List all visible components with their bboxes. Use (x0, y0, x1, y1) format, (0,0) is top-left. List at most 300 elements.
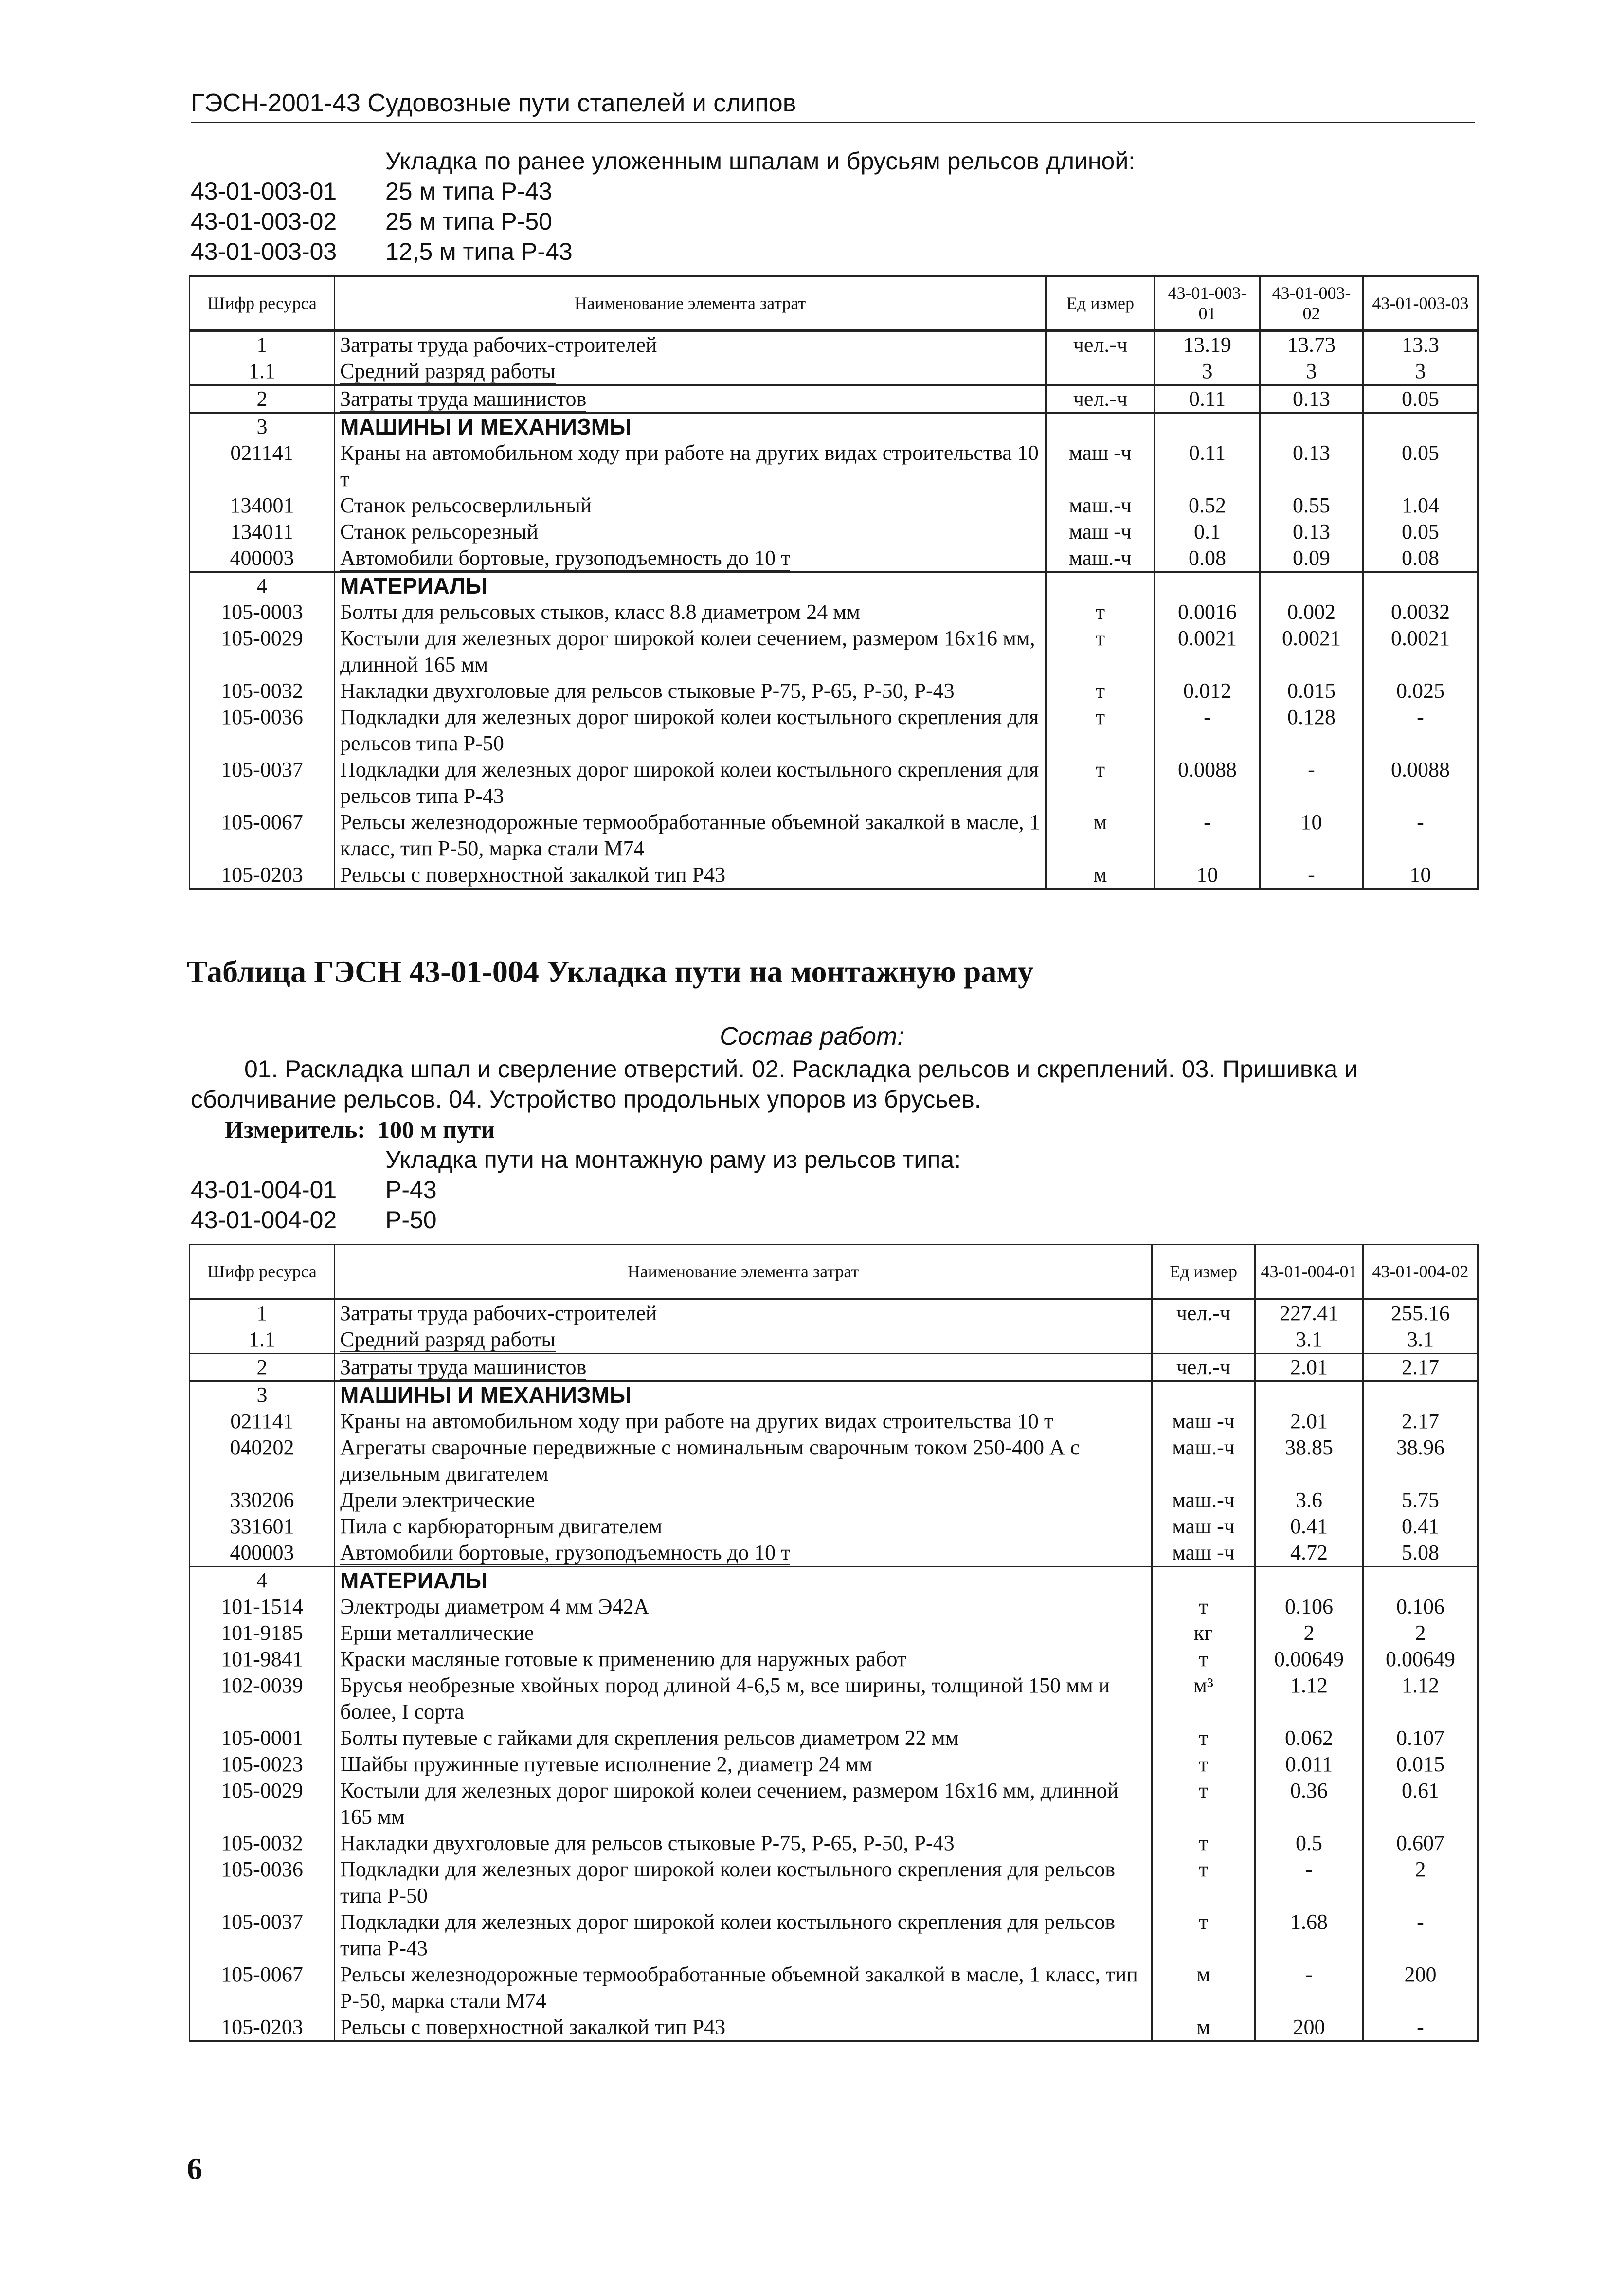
cell-value-2: - (1260, 757, 1363, 809)
cell-value-1: - (1155, 809, 1260, 862)
cell-unit (1152, 1381, 1255, 1409)
cell-name-text: МАТЕРИАЛЫ (340, 1568, 487, 1593)
cell-name (335, 1326, 1152, 1354)
cell-value-2: 0.607 (1363, 1830, 1478, 1856)
cell-name-text: Подкладки для железных дорог широкой колеи костыльного скрепления для рельсов типа Р-50 (340, 705, 1039, 755)
cell-name-text: Станок рельсосверлильный (340, 493, 592, 517)
cell-unit: маш -ч (1152, 1408, 1255, 1435)
cell-name-text: Пила с карбюраторным двигателем (340, 1514, 663, 1538)
table-row (190, 1725, 1478, 1751)
cell-value-1: 2.01 (1255, 1354, 1363, 1381)
cell-name-text: МАТЕРИАЛЫ (340, 573, 487, 599)
cell-unit: маш.-ч (1152, 1487, 1255, 1513)
cell-unit: чел.-ч (1152, 1299, 1255, 1327)
cell-value-2: - (1363, 2014, 1478, 2041)
cell-value-1: 3.1 (1255, 1326, 1363, 1354)
cell-code: 3 (190, 413, 335, 440)
cell-code: 4 (190, 572, 335, 599)
cell-value-1: 0.0021 (1155, 625, 1260, 678)
cell-unit: т (1046, 757, 1155, 809)
cell-value-2: 0.128 (1260, 704, 1363, 757)
cell-value-3: 0.05 (1363, 385, 1478, 413)
cell-value-2: 0.015 (1260, 678, 1363, 704)
cell-value-2: 5.08 (1363, 1540, 1478, 1567)
header-col3: 43-01-003-03 (1363, 276, 1478, 331)
cell-unit: чел.-ч (1046, 385, 1155, 413)
cell-value-1: 0.062 (1255, 1725, 1363, 1751)
cell-value-2: 5.75 (1363, 1487, 1478, 1513)
cell-value-1: 3 (1155, 358, 1260, 385)
cell-unit: м (1152, 1961, 1255, 2014)
cell-value-1: 2 (1255, 1620, 1363, 1646)
cell-unit: т (1152, 1646, 1255, 1672)
cell-value-3: 0.0032 (1363, 599, 1478, 625)
table-row (190, 1513, 1478, 1540)
cell-code: 105-0029 (190, 1778, 335, 1830)
cell-name-text: МАШИНЫ И МЕХАНИЗМЫ (340, 414, 632, 439)
cell-name-text: Подкладки для железных дорог широкой колеи костыльного скрепления для рельсов типа Р-50 (340, 1857, 1115, 1907)
cell-value-2: 0.09 (1260, 545, 1363, 572)
cell-unit (1152, 1326, 1255, 1354)
cell-code: 105-0036 (190, 704, 335, 757)
cell-name (335, 331, 1046, 359)
cell-code: 105-0029 (190, 625, 335, 678)
table-row (190, 599, 1478, 625)
variant-code: 43-01-003-01 (191, 178, 337, 205)
cell-value-2: 0.61 (1363, 1778, 1478, 1830)
cell-name-text: Затраты труда машинистов (340, 1355, 587, 1379)
cell-value-1: 0.1 (1155, 519, 1260, 545)
cell-name (335, 757, 1046, 809)
table-row (190, 1620, 1478, 1646)
cell-unit: т (1046, 625, 1155, 678)
cell-unit (1046, 413, 1155, 440)
section2-variant (191, 1205, 961, 1235)
cell-unit: т (1152, 1594, 1255, 1620)
cell-code: 105-0037 (190, 757, 335, 809)
cell-value-2: 0.015 (1363, 1751, 1478, 1778)
cell-code: 102-0039 (190, 1672, 335, 1725)
cell-value-1: 0.11 (1155, 440, 1260, 492)
cell-code: 105-0001 (190, 1725, 335, 1751)
cell-name-text: Краны на автомобильном ходу при работе на других видах строительства 10 т (340, 441, 1039, 491)
cell-code: 3 (190, 1381, 335, 1409)
cell-value-1: 0.36 (1255, 1778, 1363, 1830)
cell-code: 105-0032 (190, 678, 335, 704)
cell-name (335, 1856, 1152, 1909)
composition-heading: Состав работ: (720, 1022, 904, 1051)
cell-code: 105-0067 (190, 809, 335, 862)
header-name: Наименование элемента затрат (335, 276, 1046, 331)
cell-value-1 (1255, 1381, 1363, 1409)
cell-value-1: - (1155, 704, 1260, 757)
cell-value-1: 0.0088 (1155, 757, 1260, 809)
header-code: Шифр ресурса (190, 276, 335, 331)
cell-name (335, 440, 1046, 492)
cell-name (335, 1672, 1152, 1725)
cell-unit (1046, 572, 1155, 599)
cell-name-text: Накладки двухголовые для рельсов стыковые Р-75, Р-65, Р-50, Р-43 (340, 679, 955, 703)
variant-text: Р-43 (385, 1176, 437, 1203)
cell-value-1: 0.00649 (1255, 1646, 1363, 1672)
cell-code: 101-1514 (190, 1594, 335, 1620)
cell-unit (1152, 1567, 1255, 1594)
cell-value-1: 0.41 (1255, 1513, 1363, 1540)
table-row (190, 358, 1478, 385)
variant-code: 43-01-004-01 (191, 1176, 337, 1203)
cell-code: 134011 (190, 519, 335, 545)
cell-value-1: 3.6 (1255, 1487, 1363, 1513)
cell-name-text: Электроды диаметром 4 мм Э42А (340, 1595, 650, 1618)
cell-value-2: 0.107 (1363, 1725, 1478, 1751)
cell-value-1: 0.011 (1255, 1751, 1363, 1778)
cell-name-text: Краны на автомобильном ходу при работе на других видах строительства 10 т (340, 1409, 1054, 1433)
cell-name (335, 599, 1046, 625)
cell-name-text: Затраты труда рабочих-строителей (340, 333, 657, 357)
cell-value-1: 4.72 (1255, 1540, 1363, 1567)
cell-unit: м³ (1152, 1672, 1255, 1725)
table-row (190, 1646, 1478, 1672)
cell-value-2: 38.96 (1363, 1435, 1478, 1487)
header-name: Наименование элемента затрат (335, 1245, 1152, 1299)
cell-code: 1 (190, 331, 335, 359)
cell-value-2: 200 (1363, 1961, 1478, 2014)
cell-value-3: 0.05 (1363, 440, 1478, 492)
cell-unit: кг (1152, 1620, 1255, 1646)
cell-code: 331601 (190, 1513, 335, 1540)
cell-name (335, 625, 1046, 678)
cell-unit: маш -ч (1046, 440, 1155, 492)
variant-text: 25 м типа Р-50 (385, 208, 552, 235)
cell-value-3: 0.0021 (1363, 625, 1478, 678)
cell-unit: т (1152, 1830, 1255, 1856)
cell-value-1: 0.106 (1255, 1594, 1363, 1620)
cell-name (335, 862, 1046, 889)
cell-value-2: 10 (1260, 809, 1363, 862)
cell-code: 101-9841 (190, 1646, 335, 1672)
resource-table-43-01-003 (189, 275, 1479, 890)
cell-value-3: 0.0088 (1363, 757, 1478, 809)
cell-name-text: Затраты труда машинистов (340, 387, 587, 411)
table-row (190, 1567, 1478, 1594)
cell-code: 1 (190, 1299, 335, 1327)
table-row (190, 1778, 1478, 1830)
cell-name (335, 704, 1046, 757)
table-row (190, 331, 1478, 359)
cell-value-2: 3.1 (1363, 1326, 1478, 1354)
cell-value-2: 3 (1260, 358, 1363, 385)
cell-name-text: Брусья необрезные хвойных пород длиной 4-6,5 м, все ширины, толщиной 150 мм и более, I сорта (340, 1673, 1110, 1724)
table-row (190, 2014, 1478, 2041)
cell-name (335, 2014, 1152, 2041)
table-row (190, 519, 1478, 545)
cell-code: 105-0067 (190, 1961, 335, 2014)
cell-code: 105-0037 (190, 1909, 335, 1961)
cell-value-1: - (1255, 1856, 1363, 1909)
cell-value-3 (1363, 413, 1478, 440)
cell-name (335, 1646, 1152, 1672)
cell-unit: маш.-ч (1046, 492, 1155, 519)
header-col2: 43-01-004-02 (1363, 1245, 1478, 1299)
cell-code: 134001 (190, 492, 335, 519)
cell-code: 330206 (190, 1487, 335, 1513)
cell-value-2: 0.0021 (1260, 625, 1363, 678)
table-row (190, 1909, 1478, 1961)
cell-value-2 (1363, 1567, 1478, 1594)
cell-name (335, 1381, 1152, 1409)
cell-name-text: Дрели электрические (340, 1488, 535, 1512)
cell-unit: чел.-ч (1152, 1354, 1255, 1381)
section2-intro-text: Укладка пути на монтажную раму из рельсов типа: (385, 1146, 961, 1173)
cell-unit: маш -ч (1152, 1513, 1255, 1540)
cell-name-text: Костыли для железных дорог широкой колеи сечением, размером 16х16 мм, длинной 165 мм (340, 1779, 1119, 1829)
cell-value-1: 0.52 (1155, 492, 1260, 519)
cell-value-2: 255.16 (1363, 1299, 1478, 1327)
cell-value-3: 10 (1363, 862, 1478, 889)
cell-value-3: 13.3 (1363, 331, 1478, 359)
table-row (190, 1408, 1478, 1435)
cell-code: 1.1 (190, 1326, 335, 1354)
table-row (190, 1299, 1478, 1327)
cell-value-2: 0.41 (1363, 1513, 1478, 1540)
cell-value-2: 0.13 (1260, 440, 1363, 492)
cell-name (335, 413, 1046, 440)
cell-value-3: 0.08 (1363, 545, 1478, 572)
cell-value-3: - (1363, 704, 1478, 757)
cell-name (335, 385, 1046, 413)
cell-unit: м (1046, 862, 1155, 889)
header-code: Шифр ресурса (190, 1245, 335, 1299)
page-header: ГЭСН-2001-43 Судовозные пути стапелей и слипов (191, 88, 1475, 123)
cell-name-text: Средний разряд работы (340, 1327, 556, 1351)
cell-code: 4 (190, 1567, 335, 1594)
table-row (190, 413, 1478, 440)
cell-name-text: Затраты труда рабочих-строителей (340, 1301, 657, 1325)
composition-text: 01. Раскладка шпал и сверление отверстий. 02. Раскладка рельсов и скреплений. 03. Пришивка и сболчивание рельсов. 04. Устройство продольных упоров из брусьев. (191, 1055, 1358, 1113)
cell-name (335, 1909, 1152, 1961)
cell-code: 021141 (190, 440, 335, 492)
cell-value-1: 1.68 (1255, 1909, 1363, 1961)
table-row (190, 1487, 1478, 1513)
cell-value-2: 0.13 (1260, 519, 1363, 545)
cell-name (335, 358, 1046, 385)
table-row (190, 1594, 1478, 1620)
cell-value-1: 38.85 (1255, 1435, 1363, 1487)
cell-value-1: 13.19 (1155, 331, 1260, 359)
section1-intro-text: Укладка по ранее уложенным шпалам и брусьям рельсов длиной: (385, 147, 1136, 175)
cell-value-2: 0.002 (1260, 599, 1363, 625)
cell-code: 2 (190, 1354, 335, 1381)
cell-name (335, 1354, 1152, 1381)
cell-code: 105-0203 (190, 2014, 335, 2041)
cell-value-1: 10 (1155, 862, 1260, 889)
cell-name-text: Автомобили бортовые, грузоподъемность до 10 т (340, 1541, 791, 1564)
cell-value-1 (1255, 1567, 1363, 1594)
cell-value-3: 0.025 (1363, 678, 1478, 704)
cell-name-text: Подкладки для железных дорог широкой колеи костыльного скрепления для рельсов типа Р-43 (340, 758, 1039, 808)
cell-name (335, 1620, 1152, 1646)
cell-name-text: Средний разряд работы (340, 359, 556, 383)
cell-unit: т (1152, 1856, 1255, 1909)
cell-name (335, 1540, 1152, 1567)
cell-name (335, 545, 1046, 572)
cell-code: 400003 (190, 545, 335, 572)
cell-value-2: 13.73 (1260, 331, 1363, 359)
cell-value-1: 2.01 (1255, 1408, 1363, 1435)
cell-value-3: - (1363, 809, 1478, 862)
cell-code: 105-0003 (190, 599, 335, 625)
cell-unit: маш -ч (1152, 1540, 1255, 1567)
cell-name (335, 1778, 1152, 1830)
cell-name (335, 1725, 1152, 1751)
header-unit: Ед измер (1046, 276, 1155, 331)
cell-value-1: 0.08 (1155, 545, 1260, 572)
cell-unit: м (1046, 809, 1155, 862)
header-col1: 43-01-004-01 (1255, 1245, 1363, 1299)
table-row (190, 1540, 1478, 1567)
cell-unit (1046, 358, 1155, 385)
cell-code: 040202 (190, 1435, 335, 1487)
header-unit: Ед измер (1152, 1245, 1255, 1299)
cell-name-text: Ерши металлические (340, 1621, 534, 1645)
cell-value-3 (1363, 572, 1478, 599)
table-row (190, 678, 1478, 704)
table-row (190, 1672, 1478, 1725)
cell-value-1 (1155, 413, 1260, 440)
cell-name (335, 519, 1046, 545)
table-row (190, 625, 1478, 678)
cell-value-3: 1.04 (1363, 492, 1478, 519)
table-row (190, 757, 1478, 809)
table-row (190, 1435, 1478, 1487)
table-row (190, 809, 1478, 862)
cell-name (335, 1487, 1152, 1513)
cell-name (335, 1513, 1152, 1540)
table-row (190, 704, 1478, 757)
cell-code: 2 (190, 385, 335, 413)
cell-name (335, 809, 1046, 862)
table-row (190, 1961, 1478, 2014)
cell-name (335, 1299, 1152, 1327)
table-row (190, 492, 1478, 519)
cell-name-text: МАШИНЫ И МЕХАНИЗМЫ (340, 1382, 632, 1408)
cell-unit: м (1152, 2014, 1255, 2041)
cell-value-1: 0.5 (1255, 1830, 1363, 1856)
cell-value-3: 0.05 (1363, 519, 1478, 545)
cell-unit: т (1152, 1725, 1255, 1751)
cell-value-1: 0.0016 (1155, 599, 1260, 625)
cell-value-2: 2 (1363, 1856, 1478, 1909)
cell-unit: т (1046, 704, 1155, 757)
variant-text: Р-50 (385, 1206, 437, 1234)
cell-value-2: 2.17 (1363, 1408, 1478, 1435)
section2-intro-block (191, 1144, 961, 1235)
cell-value-2 (1363, 1381, 1478, 1409)
cell-name (335, 1435, 1152, 1487)
page-number: 6 (187, 2151, 202, 2186)
variant-code: 43-01-004-02 (191, 1206, 337, 1234)
cell-code: 105-0023 (190, 1751, 335, 1778)
header-col1: 43-01-003-01 (1155, 276, 1260, 331)
cell-name-text: Рельсы железнодорожные термообработанные объемной закалкой в масле, 1 класс, тип Р-50, марка стали М74 (340, 810, 1040, 860)
cell-name (335, 678, 1046, 704)
cell-name (335, 572, 1046, 599)
meter (225, 1115, 495, 1144)
cell-name (335, 1594, 1152, 1620)
cell-value-2: 0.55 (1260, 492, 1363, 519)
table-row (190, 1751, 1478, 1778)
meter-label: Измеритель: (225, 1116, 366, 1143)
cell-name-text: Шайбы пружинные путевые исполнение 2, диаметр 24 мм (340, 1752, 873, 1776)
cell-value-3: 3 (1363, 358, 1478, 385)
section2-variant (191, 1175, 961, 1205)
cell-name-text: Рельсы с поверхностной закалкой тип Р43 (340, 2015, 726, 2039)
table-row (190, 1381, 1478, 1409)
resource-table-43-01-004 (189, 1244, 1479, 2042)
cell-value-1: 0.11 (1155, 385, 1260, 413)
cell-value-1: 227.41 (1255, 1299, 1363, 1327)
cell-unit: т (1152, 1778, 1255, 1830)
table-row (190, 1830, 1478, 1856)
table1-body (190, 331, 1478, 889)
cell-value-2: 1.12 (1363, 1672, 1478, 1725)
cell-unit: т (1152, 1909, 1255, 1961)
section1-variant (191, 206, 1135, 236)
cell-name (335, 1408, 1152, 1435)
cell-unit: маш.-ч (1046, 545, 1155, 572)
cell-code: 105-0032 (190, 1830, 335, 1856)
cell-name-text: Агрегаты сварочные передвижные с номинальным сварочным током 250-400 А с дизельным двигателем (340, 1435, 1080, 1486)
cell-name (335, 1961, 1152, 2014)
variant-text: 12,5 м типа Р-43 (385, 238, 573, 265)
table-row (190, 1354, 1478, 1381)
cell-name-text: Накладки двухголовые для рельсов стыковые Р-75, Р-65, Р-50, Р-43 (340, 1831, 955, 1855)
cell-value-2: - (1363, 1909, 1478, 1961)
variant-code: 43-01-003-02 (191, 208, 337, 235)
table-title: Таблица ГЭСН 43-01-004 Укладка пути на монтажную раму (187, 954, 1033, 989)
cell-name (335, 1751, 1152, 1778)
table-row (190, 440, 1478, 492)
cell-name-text: Рельсы железнодорожные термообработанные объемной закалкой в масле, 1 класс, тип Р-50, марка стали М74 (340, 1962, 1138, 2013)
cell-value-1: 1.12 (1255, 1672, 1363, 1725)
table-row (190, 1326, 1478, 1354)
cell-name-text: Болты для рельсовых стыков, класс 8.8 диаметром 24 мм (340, 600, 860, 624)
cell-value-2 (1260, 572, 1363, 599)
section1-intro-block (191, 146, 1135, 267)
cell-name (335, 1567, 1152, 1594)
cell-unit: маш.-ч (1152, 1435, 1255, 1487)
table-row (190, 572, 1478, 599)
table-row (190, 385, 1478, 413)
cell-code: 1.1 (190, 358, 335, 385)
cell-value-2: 0.13 (1260, 385, 1363, 413)
cell-name-text: Подкладки для железных дорог широкой колеи костыльного скрепления для рельсов типа Р-43 (340, 1910, 1115, 1960)
cell-name-text: Костыли для железных дорог широкой колеи сечением, размером 16х16 мм, длинной 165 мм (340, 626, 1035, 676)
cell-name-text: Станок рельсорезный (340, 520, 539, 544)
meter-value: 100 м пути (378, 1116, 495, 1143)
cell-code: 105-0036 (190, 1856, 335, 1909)
table2-body (190, 1299, 1478, 2041)
cell-name-text: Краски масляные готовые к применению для наружных работ (340, 1647, 907, 1671)
table-row (190, 1856, 1478, 1909)
cell-name (335, 492, 1046, 519)
cell-name-text: Болты путевые с гайками для скрепления рельсов диаметром 22 мм (340, 1726, 959, 1750)
cell-value-2 (1260, 413, 1363, 440)
cell-code: 021141 (190, 1408, 335, 1435)
cell-value-1: 0.012 (1155, 678, 1260, 704)
cell-value-2: 2.17 (1363, 1354, 1478, 1381)
cell-value-2: 2 (1363, 1620, 1478, 1646)
